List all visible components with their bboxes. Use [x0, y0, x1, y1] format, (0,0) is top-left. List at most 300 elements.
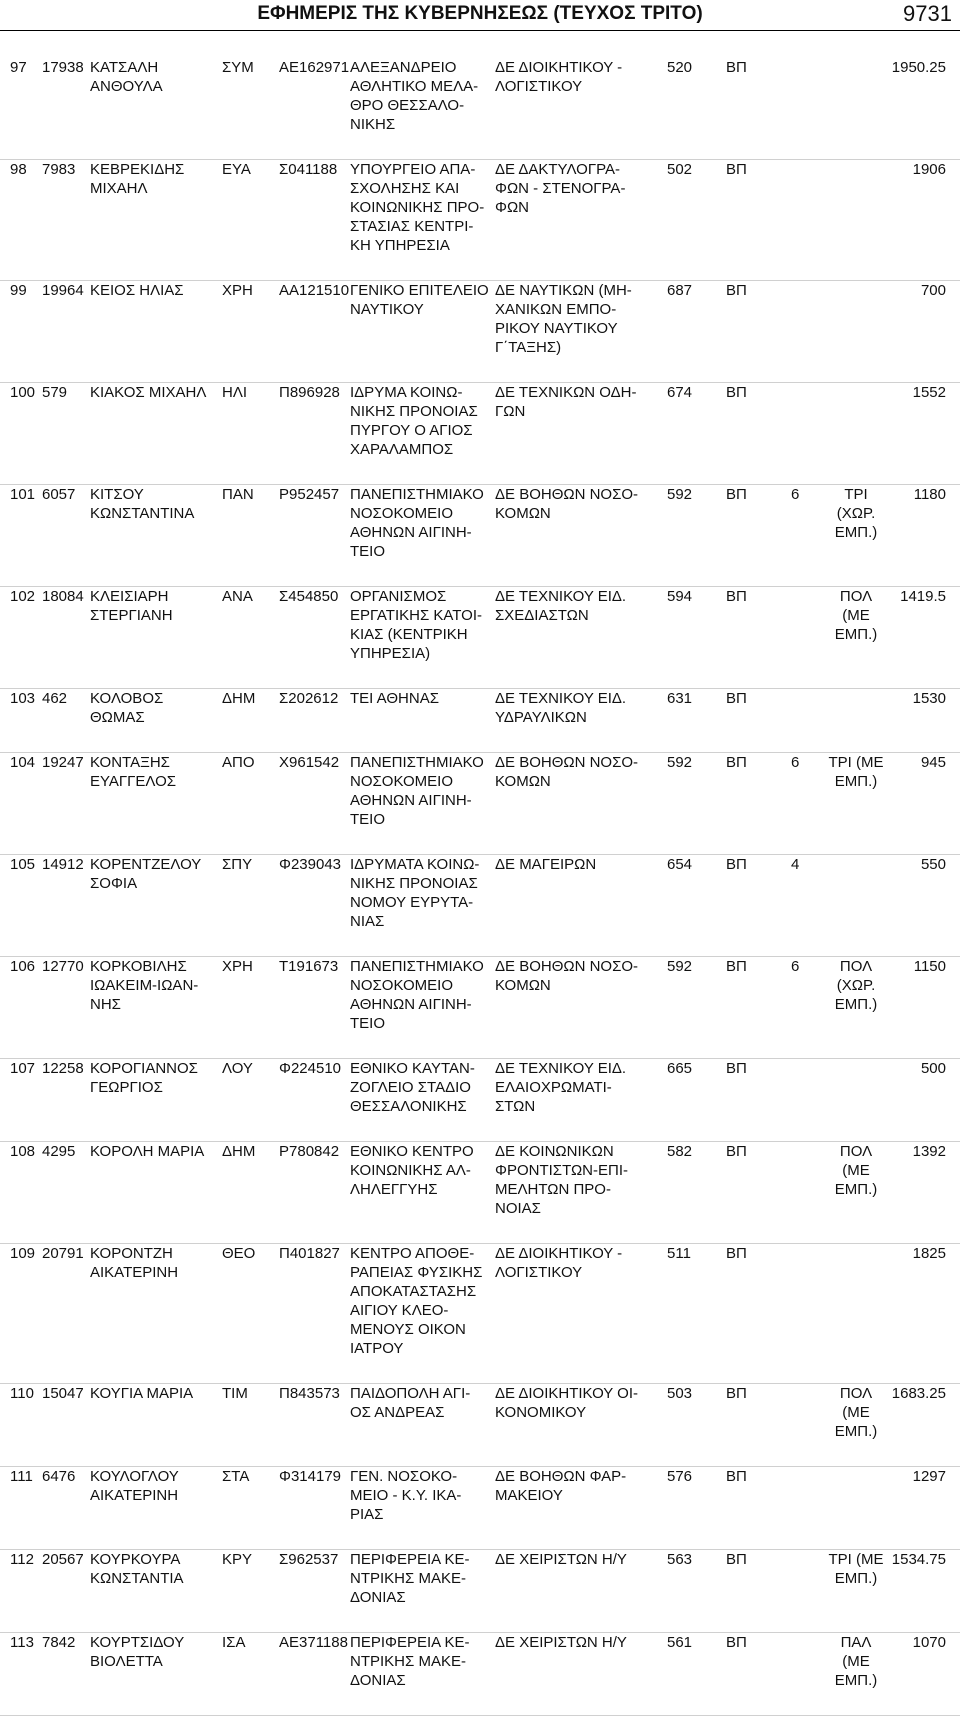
table-row [0, 855, 960, 957]
family-status-line: ΠΟΛ [839, 958, 873, 975]
organization [350, 957, 490, 1033]
row-number: 97 [10, 59, 27, 76]
organization-line: ΟΡΓΑΝΙΣΜΟΣ [350, 588, 447, 605]
candidate-name [90, 1550, 218, 1588]
organization-line: ΤΕΙΟ [350, 543, 386, 560]
organization-line: ΠΕΡΙΦΕΡΕΙΑ ΚΕ- [350, 1551, 470, 1568]
candidate-name-line: ΚΟΡΚΟΒΙΛΗΣ [90, 958, 187, 975]
specialty [495, 753, 645, 791]
specialty-line: ΔΕ ΜΑΓΕΙΡΩΝ [495, 856, 597, 873]
organization-line: ΡΙΑΣ [350, 1506, 384, 1523]
organization-line: ΥΠΗΡΕΣΙΑ) [350, 645, 431, 662]
table-row [0, 1550, 960, 1633]
id-number: Π401827 [279, 1245, 340, 1262]
family-status-line: (ΜΕ [842, 1162, 870, 1179]
candidate-code: 4295 [42, 1143, 76, 1160]
row-number: 98 [10, 161, 27, 178]
specialty-line: ΔΕ ΔΑΚΤΥΛΟΓΡΑ- [495, 161, 620, 178]
specialty-line: ΔΕ ΔΙΟΙΚΗΤΙΚΟΥ - [495, 1245, 623, 1262]
specialty-line: ΔΕ ΧΕΙΡΙΣΤΩΝ Η/Υ [495, 1551, 627, 1568]
row-number: 106 [10, 958, 36, 975]
candidate-name [90, 160, 218, 198]
category-code: ΚΡΥ [222, 1551, 253, 1568]
organization-line: ΣΤΑΣΙΑΣ ΚΕΝΤΡΙ- [350, 218, 474, 235]
organization-line: ΕΡΓΑΤΙΚΗΣ ΚΑΤΟΙ- [350, 607, 483, 624]
row-number: 112 [10, 1551, 34, 1568]
table-row [0, 957, 960, 1059]
family-status-line: ΠΟΛ [839, 1143, 873, 1160]
candidate-code: 579 [42, 384, 68, 401]
organization [350, 281, 490, 319]
candidate-name [90, 58, 218, 96]
candidate-name-line: ΚΟΡΟΓΙΑΝΝΟΣ [90, 1060, 198, 1077]
education-level: ΒΠ [726, 384, 747, 401]
points: 503 [667, 1385, 693, 1402]
family-status-line: ΕΜΠ.) [834, 1570, 878, 1587]
total-score: 700 [920, 282, 946, 299]
specialty [495, 281, 645, 357]
total-score: 1950.25 [891, 59, 946, 76]
specialty-line: ΛΟΓΙΣΤΙΚΟΥ [495, 78, 583, 95]
family-status-line: (ΜΕ [842, 1404, 870, 1421]
candidate-code: 18084 [42, 588, 84, 605]
organization-line: ΙΑΤΡΟΥ [350, 1340, 404, 1357]
category-code: ΣΠΥ [222, 856, 253, 873]
family-status-line: ΠΑΛ [840, 1634, 872, 1651]
family-status-line: (ΜΕ [842, 607, 870, 624]
specialty [495, 1059, 645, 1116]
specialty-line: ΔΕ ΤΕΧΝΙΚΟΥ ΕΙΔ. [495, 588, 627, 605]
organization-line: ΑΘΗΝΩΝ ΑΙΓΙΝΗ- [350, 524, 472, 541]
category-code: ΧΡΗ [222, 958, 253, 975]
table-row [0, 58, 960, 160]
organization [350, 1467, 490, 1524]
specialty [495, 160, 645, 217]
category-code: ΣΥΜ [222, 59, 254, 76]
points: 674 [667, 384, 693, 401]
row-number: 100 [10, 384, 36, 401]
specialty-line: ΔΕ ΔΙΟΙΚΗΤΙΚΟΥ - [495, 59, 623, 76]
specialty [495, 855, 645, 874]
candidate-code: 12770 [42, 958, 84, 975]
specialty [495, 1142, 645, 1218]
candidate-name-line: ΙΩΑΚΕΙΜ-ΙΩΑΝ- [90, 977, 199, 994]
specialty-line: ΔΕ ΤΕΧΝΙΚΟΥ ΕΙΔ. [495, 690, 627, 707]
page-header [0, 0, 960, 31]
specialty [495, 1550, 645, 1569]
education-level: ΒΠ [726, 1143, 747, 1160]
id-number: Φ239043 [279, 856, 342, 873]
total-score: 500 [920, 1060, 946, 1077]
total-score: 1297 [912, 1468, 946, 1485]
category-code: ΑΠΟ [222, 754, 255, 771]
total-score: 945 [920, 754, 946, 771]
organization-line: ΟΣ ΑΝΔΡΕΑΣ [350, 1404, 445, 1421]
id-number: Φ314179 [279, 1468, 342, 1485]
family-status-line: ΕΜΠ.) [834, 626, 878, 643]
education-level: ΒΠ [726, 588, 747, 605]
candidate-name-line: ΑΝΘΟΥΛΑ [90, 78, 163, 95]
table-row [0, 1059, 960, 1142]
table-row [0, 1467, 960, 1550]
family-status-line: ΠΟΛ [839, 1385, 873, 1402]
points: 687 [667, 282, 693, 299]
row-number: 107 [10, 1060, 36, 1077]
children-count: 4 [791, 856, 800, 873]
candidate-code: 7842 [42, 1634, 76, 1651]
total-score: 1419.5 [900, 588, 946, 605]
organization-line: ΚΗ ΥΠΗΡΕΣΙΑ [350, 237, 450, 254]
organization [350, 1142, 490, 1199]
category-code: ΔΗΜ [222, 1143, 256, 1160]
specialty [495, 1244, 645, 1282]
education-level: ΒΠ [726, 59, 747, 76]
table-row [0, 753, 960, 855]
specialty-line: ΜΕΛΗΤΩΝ ΠΡΟ- [495, 1181, 611, 1198]
points: 654 [667, 856, 693, 873]
family-status-line: ΤΡΙ [844, 486, 868, 503]
candidate-code: 20567 [42, 1551, 84, 1568]
education-level: ΒΠ [726, 754, 747, 771]
id-number: Ρ780842 [279, 1143, 340, 1160]
organization-line: ΠΑΝΕΠΙΣΤΗΜΙΑΚΟ [350, 754, 484, 771]
organization-line: ΜΕΝΟΥΣ ΟΙΚΟΝ [350, 1321, 466, 1338]
candidate-name-line: ΚΟΡΟΛΗ ΜΑΡΙΑ [90, 1143, 205, 1160]
category-code: ΣΤΑ [222, 1468, 250, 1485]
candidate-name [90, 1384, 218, 1403]
education-level: ΒΠ [726, 958, 747, 975]
candidate-name [90, 281, 218, 300]
specialty-line: ΣΤΩΝ [495, 1098, 536, 1115]
organization-line: ΚΟΙΝΩΝΙΚΗΣ ΑΛ- [350, 1162, 471, 1179]
family-status-line: ΕΜΠ.) [834, 1672, 878, 1689]
candidate-code: 12258 [42, 1060, 84, 1077]
specialty [495, 1633, 645, 1652]
candidate-code: 19964 [42, 282, 84, 299]
specialty-line: ΚΟΜΩΝ [495, 977, 551, 994]
candidate-name-line: ΚΕΒΡΕΚΙΔΗΣ [90, 161, 185, 178]
specialty-line: ΦΩΝ [495, 199, 530, 216]
education-level: ΒΠ [726, 1245, 747, 1262]
organization-line: ΝΙΚΗΣ [350, 116, 396, 133]
candidate-name-line: ΑΙΚΑΤΕΡΙΝΗ [90, 1264, 179, 1281]
specialty-line: ΔΕ ΔΙΟΙΚΗΤΙΚΟΥ ΟΙ- [495, 1385, 639, 1402]
candidate-name [90, 689, 218, 727]
total-score: 550 [920, 856, 946, 873]
total-score: 1392 [912, 1143, 946, 1160]
specialty-line: ΜΑΚΕΙΟΥ [495, 1487, 563, 1504]
candidate-name [90, 485, 218, 523]
organization [350, 1550, 490, 1607]
candidate-name-line: ΚΩΝΣΤΑΝΤΙΑ [90, 1570, 184, 1587]
organization-line: ΡΑΠΕΙΑΣ ΦΥΣΙΚΗΣ [350, 1264, 483, 1281]
total-score: 1683.25 [891, 1385, 946, 1402]
organization-line: ΠΑΝΕΠΙΣΤΗΜΙΑΚΟ [350, 958, 484, 975]
table-row [0, 1244, 960, 1384]
organization-line: ΙΔΡΥΜΑ ΚΟΙΝΩ- [350, 384, 463, 401]
points: 582 [667, 1143, 693, 1160]
candidate-name-line: ΒΙΟΛΕΤΤΑ [90, 1653, 163, 1670]
category-code: ΤΙΜ [222, 1385, 248, 1402]
specialty-line: ΝΟΙΑΣ [495, 1200, 541, 1217]
id-number: Σ454850 [279, 588, 339, 605]
points: 502 [667, 161, 693, 178]
id-number: Φ224510 [279, 1060, 342, 1077]
organization-line: ΑΠΟΚΑΤΑΣΤΑΣΗΣ [350, 1283, 477, 1300]
candidate-name [90, 1467, 218, 1505]
row-number: 109 [10, 1245, 36, 1262]
id-number: Τ191673 [279, 958, 339, 975]
organization-line: ΥΠΟΥΡΓΕΙΟ ΑΠΑ- [350, 161, 476, 178]
candidate-name-line: ΚΙΑΚΟΣ ΜΙΧΑΗΛ [90, 384, 207, 401]
organization-line: ΠΑΙΔΟΠΟΛΗ ΑΓΙ- [350, 1385, 471, 1402]
specialty-line: ΧΑΝΙΚΩΝ ΕΜΠΟ- [495, 301, 617, 318]
table-row [0, 281, 960, 383]
candidate-code: 462 [42, 690, 68, 707]
organization [350, 1384, 490, 1422]
organization [350, 485, 490, 561]
organization-line: ΚΕΝΤΡΟ ΑΠΟΘΕ- [350, 1245, 475, 1262]
specialty-line: ΚΟΜΩΝ [495, 505, 551, 522]
specialty-line: ΔΕ ΝΑΥΤΙΚΩΝ (ΜΗ- [495, 282, 632, 299]
organization-line: ΝΙΚΗΣ ΠΡΟΝΟΙΑΣ [350, 403, 478, 420]
id-number: ΑΕ162971 [279, 59, 350, 76]
family-status-line: ΕΜΠ.) [834, 1423, 878, 1440]
total-score: 1534.75 [891, 1551, 946, 1568]
category-code: ΧΡΗ [222, 282, 253, 299]
family-status-line: (ΜΕ [842, 1653, 870, 1670]
results-table [0, 58, 960, 1716]
candidate-name [90, 1633, 218, 1671]
table-row [0, 160, 960, 281]
category-code: ΙΣΑ [222, 1634, 246, 1651]
row-number: 103 [10, 690, 36, 707]
total-score: 1906 [912, 161, 946, 178]
organization-line: ΝΙΚΗΣ ΠΡΟΝΟΙΑΣ [350, 875, 478, 892]
id-number: Π843573 [279, 1385, 340, 1402]
row-number: 113 [10, 1634, 34, 1651]
row-number: 108 [10, 1143, 36, 1160]
points: 592 [667, 958, 693, 975]
candidate-code: 6057 [42, 486, 76, 503]
points: 665 [667, 1060, 693, 1077]
organization [350, 1244, 490, 1358]
candidate-name-line: ΚΙΤΣΟΥ [90, 486, 144, 503]
candidate-name-line: ΚΟΡΕΝΤΖΕΛΟΥ [90, 856, 202, 873]
candidate-name-line: ΚΛΕΙΣΙΑΡΗ [90, 588, 169, 605]
specialty-line: ΛΟΓΙΣΤΙΚΟΥ [495, 1264, 583, 1281]
specialty [495, 1384, 645, 1422]
specialty-line: ΔΕ ΤΕΧΝΙΚΟΥ ΕΙΔ. [495, 1060, 627, 1077]
table-row [0, 587, 960, 689]
candidate-code: 17938 [42, 59, 84, 76]
candidate-name [90, 1059, 218, 1097]
row-number: 111 [10, 1468, 33, 1485]
organization-line: ΝΑΥΤΙΚΟΥ [350, 301, 424, 318]
education-level: ΒΠ [726, 1060, 747, 1077]
organization-line: ΔΟΝΙΑΣ [350, 1589, 406, 1606]
table-row [0, 1633, 960, 1716]
family-status-line: ΠΟΛ [839, 588, 873, 605]
total-score: 1530 [912, 690, 946, 707]
organization-line: ΑΙΓΙΟΥ ΚΛΕΟ- [350, 1302, 449, 1319]
candidate-code: 6476 [42, 1468, 76, 1485]
family-status-line: ΤΡΙ (ΜΕ [828, 754, 884, 771]
organization [350, 753, 490, 829]
row-number: 105 [10, 856, 36, 873]
specialty-line: ΕΛΑΙΟΧΡΩΜΑΤΙ- [495, 1079, 612, 1096]
candidate-code: 20791 [42, 1245, 84, 1262]
category-code: ΛΟΥ [222, 1060, 253, 1077]
candidate-name-line: ΣΟΦΙΑ [90, 875, 138, 892]
organization [350, 855, 490, 931]
category-code: ΗΛΙ [222, 384, 248, 401]
organization [350, 58, 490, 134]
total-score: 1552 [912, 384, 946, 401]
organization-line: ΘΡΟ ΘΕΣΣΑΛΟ- [350, 97, 465, 114]
total-score: 1180 [913, 486, 946, 503]
category-code: ΠΑΝ [222, 486, 254, 503]
row-number: 104 [10, 754, 36, 771]
id-number: Σ202612 [279, 690, 339, 707]
education-level: ΒΠ [726, 1468, 747, 1485]
organization-line: ΠΥΡΓΟΥ Ο ΑΓΙΟΣ [350, 422, 473, 439]
organization-line: ΤΕΙ ΑΘΗΝΑΣ [350, 690, 439, 707]
organization-line: ΓΕΝΙΚΟ ΕΠΙΤΕΛΕΙΟ [350, 282, 489, 299]
row-number: 110 [10, 1385, 34, 1402]
candidate-name [90, 957, 218, 1014]
row-number: 102 [10, 588, 36, 605]
candidate-name [90, 1244, 218, 1282]
education-level: ΒΠ [726, 1551, 747, 1568]
candidate-name-line: ΚΑΤΣΑΛΗ [90, 59, 159, 76]
education-level: ΒΠ [726, 1634, 747, 1651]
organization-line: ΑΘΗΝΩΝ ΑΙΓΙΝΗ- [350, 792, 472, 809]
children-count: 6 [791, 958, 800, 975]
candidate-name [90, 587, 218, 625]
family-status-line: ΕΜΠ.) [834, 773, 878, 790]
organization-line: ΝΟΣΟΚΟΜΕΙΟ [350, 977, 453, 994]
table-row [0, 1384, 960, 1467]
organization [350, 383, 490, 459]
organization-line: ΠΑΝΕΠΙΣΤΗΜΙΑΚΟ [350, 486, 484, 503]
row-number: 101 [10, 486, 36, 503]
candidate-name-line: ΚΟΝΤΑΞΗΣ [90, 754, 170, 771]
organization-line: ΧΑΡΑΛΑΜΠΟΣ [350, 441, 454, 458]
organization-line: ΤΕΙΟ [350, 1015, 386, 1032]
table-row [0, 1142, 960, 1244]
organization-line: ΕΘΝΙΚΟ ΚΑΥΤΑΝ- [350, 1060, 475, 1077]
specialty [495, 383, 645, 421]
candidate-name-line: ΚΟΡΟΝΤΖΗ [90, 1245, 173, 1262]
organization-line: ΝΟΣΟΚΟΜΕΙΟ [350, 773, 453, 790]
organization-line: ΚΙΑΣ (ΚΕΝΤΡΙΚΗ [350, 626, 468, 643]
total-score: 1150 [913, 958, 946, 975]
candidate-name-line: ΚΩΝΣΤΑΝΤΙΝΑ [90, 505, 195, 522]
education-level: ΒΠ [726, 1385, 747, 1402]
candidate-name-line: ΚΟΥΡΚΟΥΡΑ [90, 1551, 181, 1568]
education-level: ΒΠ [726, 856, 747, 873]
row-number: 99 [10, 282, 27, 299]
points: 561 [667, 1634, 693, 1651]
specialty-line: ΔΕ ΒΟΗΘΩΝ ΝΟΣΟ- [495, 754, 639, 771]
specialty-line: ΔΕ ΚΟΙΝΩΝΙΚΩΝ [495, 1143, 614, 1160]
id-number: Χ961542 [279, 754, 340, 771]
candidate-name [90, 1142, 218, 1161]
points: 594 [667, 588, 693, 605]
organization-line: ΤΕΙΟ [350, 811, 386, 828]
candidate-name-line: ΓΕΩΡΓΙΟΣ [90, 1079, 163, 1096]
id-number: Ρ952457 [279, 486, 340, 503]
organization-line: ΚΟΙΝΩΝΙΚΗΣ ΠΡΟ- [350, 199, 485, 216]
children-count: 6 [791, 486, 800, 503]
candidate-code: 15047 [42, 1385, 84, 1402]
id-number: Σ962537 [279, 1551, 339, 1568]
points: 576 [667, 1468, 693, 1485]
organization [350, 689, 490, 708]
candidate-name-line: ΑΙΚΑΤΕΡΙΝΗ [90, 1487, 179, 1504]
candidate-name-line: ΘΩΜΑΣ [90, 709, 145, 726]
organization [350, 587, 490, 663]
category-code: ΘΕΟ [222, 1245, 256, 1262]
education-level: ΒΠ [726, 282, 747, 299]
specialty-line: ΔΕ ΒΟΗΘΩΝ ΝΟΣΟ- [495, 486, 639, 503]
category-code: ΕΥΑ [222, 161, 251, 178]
education-level: ΒΠ [726, 690, 747, 707]
candidate-name-line: ΚΟΥΓΙΑ ΜΑΡΙΑ [90, 1385, 194, 1402]
family-status-line: (ΧΩΡ. [836, 977, 876, 994]
category-code: ΑΝΑ [222, 588, 253, 605]
candidate-name-line: ΚΟΛΟΒΟΣ [90, 690, 164, 707]
family-status-line: (ΧΩΡ. [836, 505, 876, 522]
organization-line: ΝΟΣΟΚΟΜΕΙΟ [350, 505, 453, 522]
points: 592 [667, 486, 693, 503]
organization-line: ΝΟΜΟΥ ΕΥΡΥΤΑ- [350, 894, 474, 911]
candidate-name-line: ΣΤΕΡΓΙΑΝΗ [90, 607, 173, 624]
specialty-line: ΚΟΝΟΜΙΚΟΥ [495, 1404, 587, 1421]
candidate-name-line: ΝΗΣ [90, 996, 121, 1013]
specialty-line: ΦΡΟΝΤΙΣΤΩΝ-ΕΠΙ- [495, 1162, 629, 1179]
organization [350, 160, 490, 255]
specialty-line: ΔΕ ΤΕΧΝΙΚΩΝ ΟΔΗ- [495, 384, 637, 401]
id-number: Π896928 [279, 384, 340, 401]
candidate-name-line: ΚΟΥΡΤΣΙΔΟΥ [90, 1634, 185, 1651]
points: 511 [667, 1245, 691, 1262]
specialty-line: ΣΧΕΔΙΑΣΤΩΝ [495, 607, 589, 624]
total-score: 1070 [912, 1634, 946, 1651]
candidate-name-line: ΜΙΧΑΗΛ [90, 180, 148, 197]
gazette-title: ΕΦΗΜΕΡΙΣ ΤΗΣ ΚΥΒΕΡΝΗΣΕΩΣ (ΤΕΥΧΟΣ ΤΡΙΤΟ) [257, 3, 703, 24]
organization [350, 1059, 490, 1116]
candidate-code: 19247 [42, 754, 84, 771]
specialty [495, 689, 645, 727]
specialty [495, 485, 645, 523]
points: 592 [667, 754, 693, 771]
organization-line: ΔΟΝΙΑΣ [350, 1672, 406, 1689]
specialty-line: ΡΙΚΟΥ ΝΑΥΤΙΚΟΥ [495, 320, 618, 337]
organization-line: ΓΕΝ. ΝΟΣΟΚΟ- [350, 1468, 458, 1485]
total-score: 1825 [912, 1245, 946, 1262]
education-level: ΒΠ [726, 161, 747, 178]
specialty-line: ΔΕ ΒΟΗΘΩΝ ΝΟΣΟ- [495, 958, 639, 975]
family-status-line: ΤΡΙ (ΜΕ [828, 1551, 884, 1568]
organization-line: ΙΔΡΥΜΑΤΑ ΚΟΙΝΩ- [350, 856, 480, 873]
points: 520 [667, 59, 693, 76]
family-status-line: ΕΜΠ.) [834, 996, 878, 1013]
id-number: ΑΕ371188 [279, 1634, 348, 1651]
specialty-line: ΚΟΜΩΝ [495, 773, 551, 790]
page-number: 9731 [903, 1, 952, 26]
